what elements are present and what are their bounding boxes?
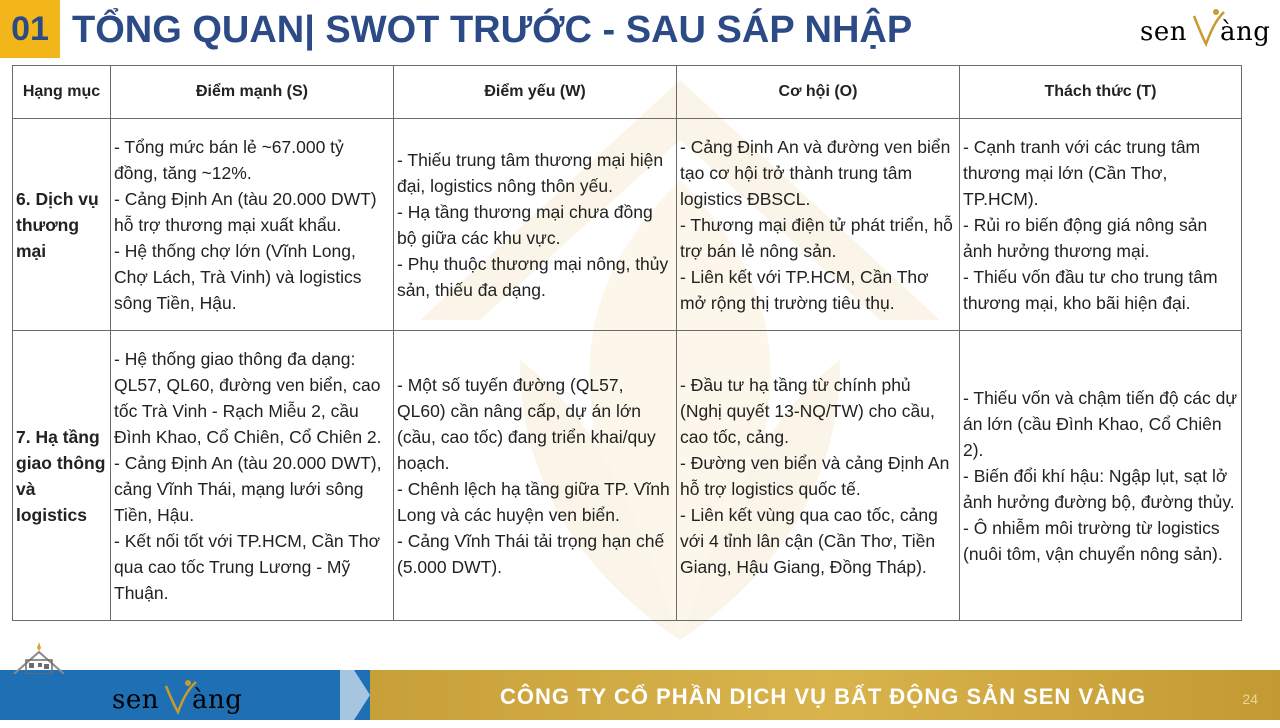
cell-line: - Cảng Định An (tàu 20.000 DWT) hỗ trợ thương mại xuất khẩu. xyxy=(114,188,377,235)
brand-logo-text-left: sen xyxy=(1140,17,1187,47)
table-row xyxy=(13,331,1242,621)
cell-line: - Một số tuyến đường (QL57, QL60) cần nâng cấp, dự án lớn (cầu, cao tốc) đang triển khai/quy hoạch. xyxy=(397,374,656,473)
section-number-badge: 01 xyxy=(0,0,60,58)
cell-line: - Kết nối tốt với TP.HCM, Cần Thơ qua cao tốc Trung Lương - Mỹ Thuận. xyxy=(114,530,381,603)
cell-line: - Thiếu trung tâm thương mại hiện đại, logistics nông thôn yếu. xyxy=(397,149,664,196)
cell-line: - Thiếu vốn đầu tư cho trung tâm thương mại, kho bãi hiện đại. xyxy=(963,266,1218,313)
cell-line: - Biến đổi khí hậu: Ngập lụt, sạt lở ảnh hưởng đường bộ, đường thủy. xyxy=(963,465,1235,512)
cell-line: - Thương mại điện tử phát triển, hỗ trợ bán lẻ nông sản. xyxy=(680,214,953,261)
threats-cell xyxy=(960,119,1242,331)
brand-logo xyxy=(1140,6,1270,50)
swot-table xyxy=(12,65,1242,621)
weaknesses-cell xyxy=(394,119,677,331)
footer-company-name: CÔNG TY CỔ PHẦN DỊCH VỤ BẤT ĐỘNG SẢN SEN VÀNG xyxy=(500,684,1146,709)
cell-line: - Rủi ro biến động giá nông sản ảnh hưởng thương mại. xyxy=(963,214,1208,261)
row-category: 6. Dịch vụ thương mại xyxy=(13,119,111,331)
header-weaknesses: Điểm yếu (W) xyxy=(394,66,677,119)
cell-line: - Ô nhiễm môi trường từ logistics (nuôi tôm, vận chuyển nông sản). xyxy=(963,517,1223,564)
footer-brand-logo xyxy=(112,678,262,718)
cell-line: - Hệ thống chợ lớn (Vĩnh Long, Chợ Lách, Trà Vinh) và logistics sông Tiền, Hậu. xyxy=(114,240,362,313)
opportunities-cell xyxy=(677,331,960,621)
header-category: Hạng mục xyxy=(13,66,111,119)
cell-line: - Thiếu vốn và chậm tiến độ các dự án lớn (cầu Đình Khao, Cổ Chiên 2). xyxy=(963,387,1238,460)
footer-brand-text-left: sen xyxy=(112,685,159,715)
page-number: 24 xyxy=(1242,691,1258,707)
cell-line: - Liên kết với TP.HCM, Cần Thơ mở rộng thị trường tiêu thụ. xyxy=(680,266,929,313)
cell-line: - Chênh lệch hạ tầng giữa TP. Vĩnh Long và các huyện ven biển. xyxy=(397,478,670,525)
footer-brand-text-right: àng xyxy=(192,685,243,715)
cell-line: - Hạ tầng thương mại chưa đồng bộ giữa các khu vực. xyxy=(397,201,653,248)
cell-line: - Cảng Định An và đường ven biển tạo cơ hội trở thành trung tâm logistics ĐBSCL. xyxy=(680,136,951,209)
cell-line: - Cạnh tranh với các trung tâm thương mại lớn (Cần Thơ, TP.HCM). xyxy=(963,136,1201,209)
header-threats: Thách thức (T) xyxy=(960,66,1242,119)
header-opportunities: Cơ hội (O) xyxy=(677,66,960,119)
cell-line: - Hệ thống giao thông đa dạng: QL57, QL60, đường ven biển, cao tốc Trà Vinh - Rạch Miễu 2, cầu Đình Khao, Cổ Chiên, Cổ Chiên 2. xyxy=(114,348,382,447)
opportunities-cell xyxy=(677,119,960,331)
threats-cell xyxy=(960,331,1242,621)
page-title: TỔNG QUAN| SWOT TRƯỚC - SAU SÁP NHẬP xyxy=(72,9,913,51)
cell-line: - Cảng Vĩnh Thái tải trọng hạn chế (5.000 DWT). xyxy=(397,530,665,577)
header-strengths: Điểm mạnh (S) xyxy=(111,66,394,119)
strengths-cell xyxy=(111,119,394,331)
row-category: 7. Hạ tầng giao thông và logistics xyxy=(13,331,111,621)
cell-line: - Đầu tư hạ tầng từ chính phủ (Nghị quyết 13-NQ/TW) cho cầu, cao tốc, cảng. xyxy=(680,374,935,447)
cell-line: - Tổng mức bán lẻ ~67.000 tỷ đồng, tăng ~12%. xyxy=(114,136,344,183)
brand-dot-icon xyxy=(1213,9,1219,15)
table-row xyxy=(13,119,1242,331)
brand-logo-text-right: àng xyxy=(1220,17,1270,47)
strengths-cell xyxy=(111,331,394,621)
cell-line: - Liên kết vùng qua cao tốc, cảng với 4 tỉnh lân cận (Cần Thơ, Tiền Giang, Hậu Giang, Đồng Tháp). xyxy=(680,504,938,577)
table-header-row xyxy=(13,66,1242,119)
qr-code-icon xyxy=(6,640,72,674)
cell-line: - Phụ thuộc thương mại nông, thủy sản, thiếu đa dạng. xyxy=(397,253,669,300)
footer xyxy=(0,670,1280,720)
weaknesses-cell xyxy=(394,331,677,621)
cell-line: - Đường ven biển và cảng Định An hỗ trợ logistics quốc tế. xyxy=(680,452,950,499)
cell-line: - Cảng Định An (tàu 20.000 DWT), cảng Vĩnh Thái, mạng lưới sông Tiền, Hậu. xyxy=(114,452,382,525)
